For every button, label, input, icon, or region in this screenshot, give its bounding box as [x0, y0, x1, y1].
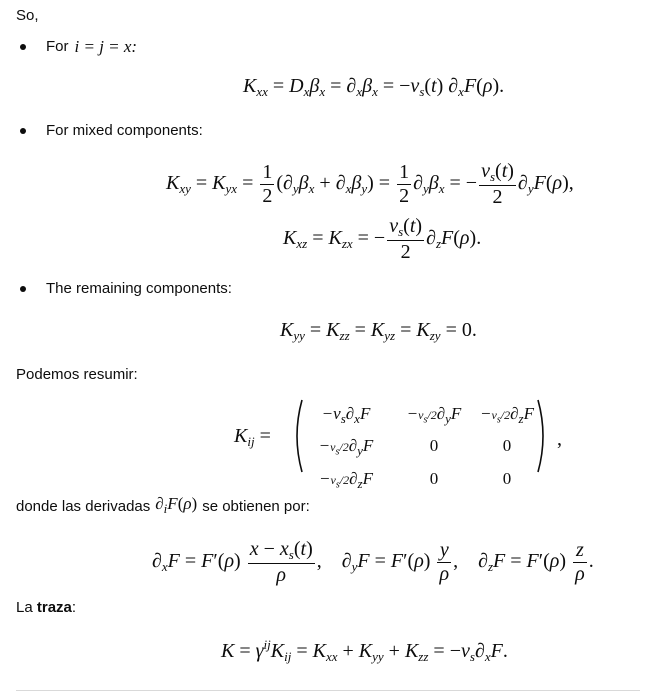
left-paren-icon: [290, 398, 304, 474]
bullet-item-3: [20, 279, 232, 299]
matrix-cell: 0: [429, 436, 439, 456]
equation-kxx: $K_{xx} = D_x\beta_x = \partial_x\beta_x = -v_s(t)$ $\partial_xF(\rho)$.: [243, 75, 505, 99]
derivadas-math: $\partial_iF(\rho)$: [155, 494, 198, 516]
derivadas-text-a: donde las derivadas: [16, 497, 151, 515]
matrix-cell: $-v_s\partial_xF$: [321, 404, 371, 426]
matrix-cell: 0: [502, 468, 512, 488]
equation-derivatives: $\partial_xF = F'(\rho)$ $\frac{x - x_s(t)}{\rho}$ , $\partial_yF = F'(\rho)$ $\frac{y}{\rho}$ , $\partial_zF = F'(\rho)$ $\frac{z}{\rho}$ .: [152, 538, 594, 586]
matrix-cell: $-v_s/2\partial_yF$: [318, 436, 374, 459]
bullet-dot-icon: [20, 44, 26, 50]
bullet-1-text: For: [46, 38, 69, 55]
resumir-text: Podemos resumir:: [16, 366, 138, 383]
matrix-lhs: $K_{ij}$ =: [234, 425, 271, 449]
bullet-2-text: For mixed components:: [46, 122, 203, 139]
equation-trace: $K = \gamma^{ij}K_{ij} = K_{xx} + K_{yy} + K_{zz} = -v_s\partial_xF$.: [221, 637, 508, 664]
bullet-dot-icon: [20, 128, 26, 134]
equation-kxz: $K_{xz} = K_{zx}$ = − $\frac{v_s(t)}{2}$ $\partial_zF(\rho)$.: [283, 215, 482, 263]
traza-label-a: La: [16, 599, 33, 616]
k-matrix: [303, 402, 535, 497]
equation-kxy: $K_{xy} = K_{yx}$ = $\frac{1}{2}$ $(\partial_y\beta_x + \partial_x\beta_y)$ = $\frac{1}{2}$ $\partial_y\beta_x$ = − $\frac{v_s(t)}{2}$ $\partial_yF(\rho)$,: [166, 160, 574, 208]
equation-kyy: $K_{yy} = K_{zz} = K_{yz} = K_{zy} = 0$.: [280, 319, 477, 343]
matrix-cell: 0: [502, 436, 512, 456]
matrix-cell: $-v_s/2\partial_zF$: [319, 468, 373, 491]
traza-label-colon: :: [71, 599, 77, 616]
derivadas-text-b: se obtienen por:: [202, 497, 310, 515]
matrix-cell: $-v_s/2\partial_yF$: [406, 404, 462, 426]
matrix-comma: ,: [557, 428, 562, 450]
traza-label-bold: traza: [36, 599, 72, 616]
bullet-item-1: [20, 37, 137, 57]
bullet-dot-icon: [20, 286, 26, 292]
intro-text: So,: [16, 7, 39, 24]
bullet-1-math: i = j = x:: [74, 37, 138, 56]
divider: [16, 690, 640, 691]
bullet-item-2: [20, 121, 203, 141]
right-paren-icon: [536, 398, 550, 474]
matrix-cell: 0: [429, 468, 439, 488]
traza-line: [16, 598, 76, 618]
bullet-3-text: The remaining components:: [46, 280, 232, 297]
matrix-cell: $-v_s/2\partial_zF$: [480, 404, 534, 426]
derivadas-line: [16, 494, 310, 519]
